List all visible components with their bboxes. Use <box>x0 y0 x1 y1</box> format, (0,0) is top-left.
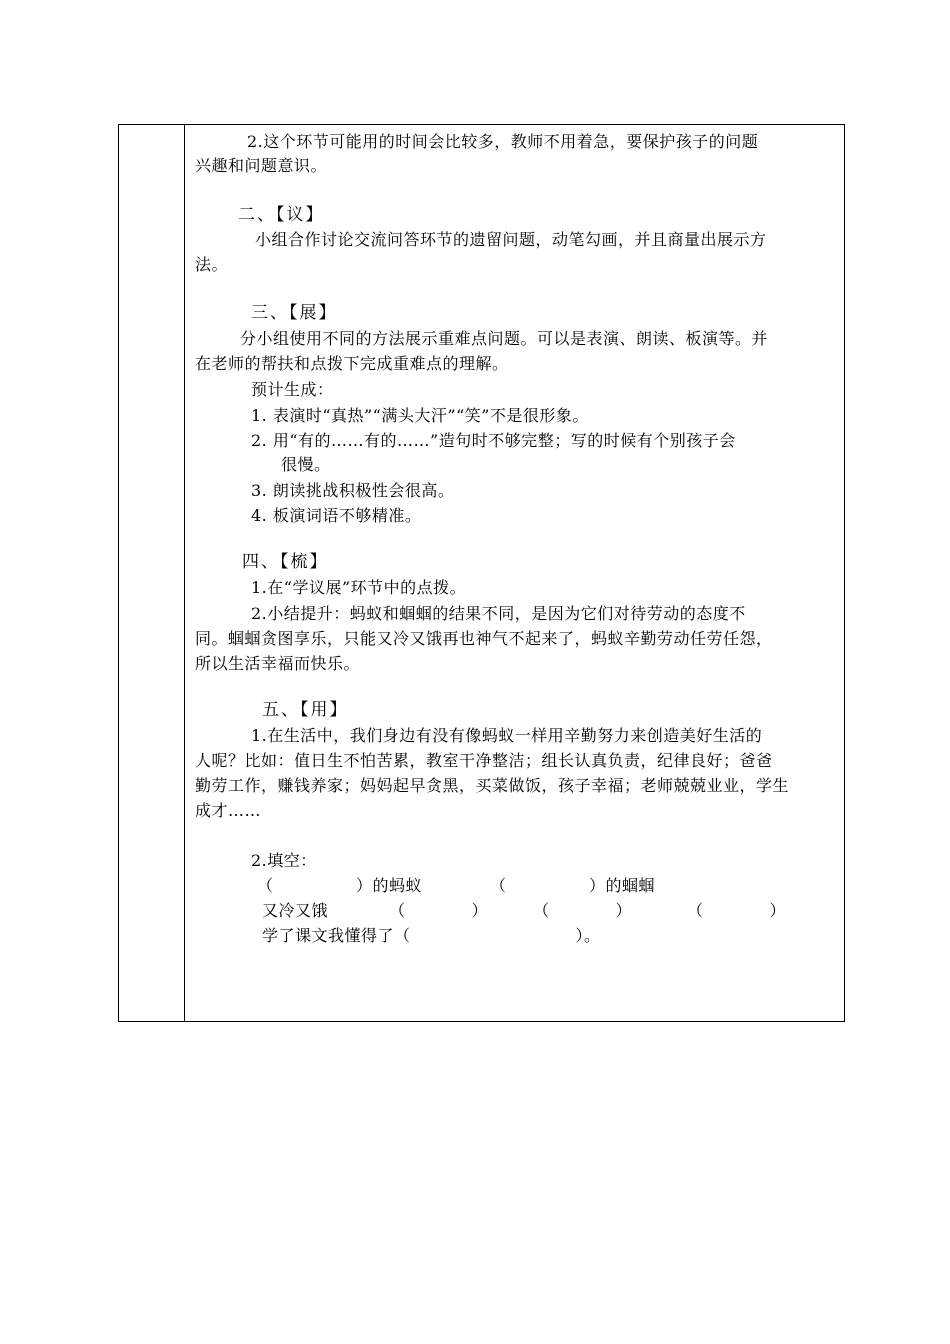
s5-fill-row1-a: （ ）的蚂蚁 <box>257 876 423 895</box>
s3-item-2-cont: 很慢。 <box>281 455 331 474</box>
s4-heading: 四、【梳】 <box>242 552 329 572</box>
s5-line4: 成才…… <box>195 801 262 820</box>
s2-line1: 小组合作讨论交流问答环节的遗留问题，动笔勾画，并且商量出展示方 <box>255 230 767 249</box>
s5-fill-row2-b: （ ） <box>389 901 489 920</box>
s1-line2: 兴趣和问题意识。 <box>195 156 328 175</box>
s4-line4: 所以生活幸福而快乐。 <box>195 654 361 673</box>
s5-line1: 1.在生活中，我们身边有没有像蚂蚁一样用辛勤努力来创造美好生活的 <box>251 726 763 745</box>
s4-line3: 同。蝈蝈贪图享乐，只能又冷又饿再也神气不起来了，蚂蚁辛勤劳动任劳任怨， <box>195 629 773 648</box>
s5-heading: 五、【用】 <box>262 700 349 720</box>
s5-fill-row3: 学了课文我懂得了（ ）。 <box>262 926 601 945</box>
s2-line2: 法。 <box>195 255 229 274</box>
s3-item-4: 4. 板演词语不够精准。 <box>251 506 422 525</box>
s2-heading: 二、【议】 <box>238 205 325 225</box>
s5-line3: 勤劳工作，赚钱养家；妈妈起早贪黑，买菜做饭，孩子幸福；老师兢兢业业，学生 <box>195 776 790 795</box>
s1-line1: 2.这个环节可能用的时间会比较多，教师不用着急，要保护孩子的问题 <box>247 132 759 151</box>
s3-line1: 分小组使用不同的方法展示重难点问题。可以是表演、朗读、板演等。并 <box>240 329 769 348</box>
s3-line2: 在老师的帮扶和点拨下完成重难点的理解。 <box>195 354 509 373</box>
s3-item-2: 2. 用“有的……有的……”造句时不够完整；写的时候有个别孩子会 <box>251 431 736 450</box>
s4-line2: 2.小结提升：蚂蚁和蝈蝈的结果不同，是因为它们对待劳动的态度不 <box>251 604 746 623</box>
s3-item-1: 1. 表演时“真热”“满头大汗”“笑”不是很形象。 <box>251 406 589 425</box>
s5-line2: 人呢？比如：值日生不怕苦累，教室干净整洁；组长认真负责，纪律良好；爸爸 <box>195 751 773 770</box>
s5-fill-row2-d: （ ） <box>687 901 787 920</box>
content-cell <box>185 125 844 1021</box>
lesson-table <box>118 124 845 1022</box>
s3-heading: 三、【展】 <box>251 303 338 323</box>
s3-item-3: 3. 朗读挑战积极性会很高。 <box>251 481 455 500</box>
s5-fill-row2-c: （ ） <box>533 901 633 920</box>
s5-fill-row1-b: （ ）的蝈蝈 <box>490 876 656 895</box>
s3-forecast-label: 预计生成： <box>251 380 334 399</box>
s4-line1: 1.在“学议展”环节中的点拨。 <box>251 578 467 597</box>
s5-fill-label: 2.填空： <box>251 851 317 870</box>
s5-fill-row2-a: 又冷又饿 <box>262 901 329 920</box>
